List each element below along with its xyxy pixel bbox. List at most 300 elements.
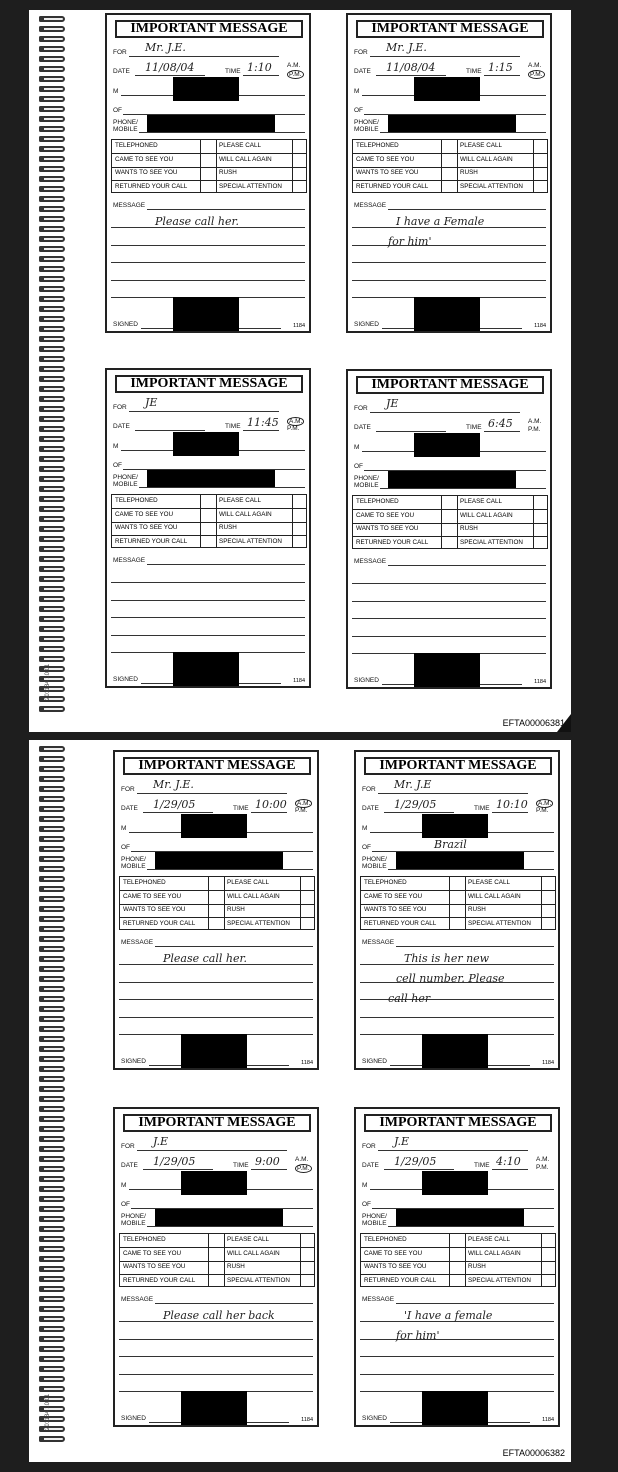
am-label: A.M. [289,418,303,425]
phone-message-slip [113,750,319,1070]
for-label: FOR [362,1143,376,1150]
message-line [119,1339,313,1340]
recipient-handwriting: JE [145,396,158,409]
spiral-ring [39,856,65,862]
spiral-ring [39,1286,65,1292]
checkbox-label: PLEASE CALL [219,142,262,149]
checkbox-label: TELEPHONED [364,1236,407,1243]
spiral-ring [39,446,65,452]
spiral-ring [39,866,65,872]
checkbox-label: WANTS TO SEE YOU [364,906,427,913]
phone-message-slip [354,750,560,1070]
pm-label: P.M. [536,1164,549,1171]
checkbox-label: TELEPHONED [364,879,407,886]
page-fold-corner [557,714,571,732]
phone-message-slip [346,369,552,689]
spiral-ring [39,536,65,542]
message-line [111,280,305,281]
recipient-handwriting: J.E [153,1135,169,1148]
spiral-ring [39,296,65,302]
spiral-ring [39,1086,65,1092]
spiral-form-code: 201184 10/01 [45,1393,51,1430]
spiral-ring [39,1366,65,1372]
redaction-box [414,653,480,687]
checkbox-row [353,523,547,537]
phone-label: PHONE/ [354,475,379,482]
am-label: A.M. [528,418,542,425]
message-line [119,982,313,983]
form-number: 1184 [301,1417,313,1423]
mobile-label: MOBILE [362,863,387,870]
redaction-box [181,814,247,838]
recipient-handwriting: JE [386,397,399,410]
phone-message-slip [105,13,311,333]
phone-line [388,1226,554,1227]
spiral-form-code: 201184 10/01 [45,663,51,700]
checkbox-row [353,167,547,181]
checkbox-label: RUSH [219,524,237,531]
checkbox-label: TELEPHONED [115,142,158,149]
phone-line [139,487,305,488]
phone-line [147,869,313,870]
message-line [155,946,313,947]
phone-line [380,132,546,133]
caller-label: M [113,443,119,450]
status-checkbox-table [119,876,315,930]
checkbox-label: TELEPHONED [123,1236,166,1243]
time-line [251,1169,287,1170]
redaction-box [155,852,283,869]
spiral-ring [39,806,65,812]
spiral-ring [39,256,65,262]
message-label: MESSAGE [113,202,146,209]
checkbox-label: SPECIAL ATTENTION [468,919,531,927]
of-label: OF [121,844,131,851]
pm-label: P.M. [297,1165,310,1172]
message-line [396,946,554,947]
message-line [111,617,305,618]
company-handwriting: Brazil [434,838,467,851]
checkbox-label: WANTS TO SEE YOU [115,524,178,531]
checkbox-label: SPECIAL ATTENTION [227,1276,290,1284]
spiral-ring [39,1056,65,1062]
spiral-binding [29,740,75,1462]
message-handwriting: for him' [396,1329,440,1342]
spiral-ring [39,566,65,572]
checkbox-label: WILL CALL AGAIN [219,155,272,163]
spiral-ring [39,986,65,992]
date-handwriting: 1/29/05 [153,798,196,811]
date-label: DATE [121,1162,138,1169]
spiral-ring [39,606,65,612]
spiral-ring [39,616,65,622]
date-line [143,1169,213,1170]
pm-label: P.M. [289,71,302,78]
mobile-label: MOBILE [121,1220,146,1227]
signed-label: SIGNED [113,321,138,328]
form-number: 1184 [542,1417,554,1423]
checkbox-label: SPECIAL ATTENTION [460,182,523,190]
spiral-ring [39,466,65,472]
message-label: MESSAGE [362,1296,395,1303]
spiral-ring [39,56,65,62]
spiral-ring [39,316,65,322]
spiral-ring [39,226,65,232]
scanned-page-2 [29,740,571,1462]
checkbox-label: RETURNED YOUR CALL [115,537,188,545]
time-handwriting: 6:45 [488,417,513,430]
spiral-ring [39,956,65,962]
message-line [147,564,305,565]
phone-label: PHONE/ [362,856,387,863]
redaction-box [173,297,239,331]
message-line [388,565,546,566]
mobile-label: MOBILE [121,863,146,870]
redaction-box [173,77,239,101]
message-line [352,601,546,602]
form-number: 1184 [293,678,305,684]
for-line [370,56,520,57]
message-line [360,1374,554,1375]
date-handwriting: 1/29/05 [153,1155,196,1168]
document-id: EFTA00006382 [502,1448,565,1458]
checkbox-label: WILL CALL AGAIN [219,510,272,518]
caller-label: M [354,88,360,95]
message-line [360,1017,554,1018]
spiral-ring [39,1426,65,1432]
spiral-ring [39,66,65,72]
checkbox-row [112,181,306,194]
time-label: TIME [233,1162,249,1169]
spiral-ring [39,246,65,252]
spiral-ring [39,216,65,222]
caller-label: M [354,444,360,451]
message-handwriting: I have a Female [396,215,485,228]
spiral-ring [39,596,65,602]
message-line [352,618,546,619]
checkbox-label: TELEPHONED [115,497,158,504]
spiral-ring [39,106,65,112]
spiral-ring [39,876,65,882]
spiral-ring [39,186,65,192]
message-handwriting: Please call her. [163,952,248,965]
message-label: MESSAGE [113,557,146,564]
spiral-ring [39,456,65,462]
redaction-box [414,77,480,101]
spiral-ring [39,496,65,502]
spiral-ring [39,996,65,1002]
time-handwriting: 10:10 [496,798,528,811]
caller-label: M [362,1182,368,1189]
time-handwriting: 1:10 [247,61,272,74]
spiral-ring [39,746,65,752]
time-label: TIME [474,1162,490,1169]
redaction-box [173,432,239,456]
of-label: OF [113,107,123,114]
spiral-ring [39,1006,65,1012]
spiral-ring [39,386,65,392]
checkbox-label: SPECIAL ATTENTION [468,1276,531,1284]
date-handwriting: 11/08/04 [386,61,436,74]
spiral-ring [39,656,65,662]
checkbox-label: PLEASE CALL [460,498,503,505]
date-handwriting: 11/08/04 [145,61,195,74]
message-line [119,1374,313,1375]
signed-label: SIGNED [113,676,138,683]
spiral-ring [39,396,65,402]
date-line [376,75,446,76]
date-handwriting: 1/29/05 [394,798,437,811]
recipient-handwriting: Mr. J.E. [386,41,427,54]
spiral-ring [39,1046,65,1052]
memo-title: IMPORTANT MESSAGE [364,757,552,775]
date-line [135,75,205,76]
spiral-ring [39,626,65,632]
checkbox-row [353,496,547,510]
redaction-box [414,433,480,457]
signed-label: SIGNED [121,1415,146,1422]
am-label: A.M. [538,800,552,807]
message-line [360,1356,554,1357]
phone-label: PHONE/ [121,1213,146,1220]
for-label: FOR [362,786,376,793]
spiral-ring [39,176,65,182]
message-line [111,262,305,263]
spiral-ring [39,1106,65,1112]
spiral-ring [39,1376,65,1382]
redaction-box [388,471,516,488]
for-line [137,793,287,794]
spiral-ring [39,676,65,682]
for-line [378,1150,528,1151]
message-line [111,245,305,246]
spiral-ring [39,86,65,92]
spiral-ring [39,136,65,142]
date-label: DATE [354,424,371,431]
checkbox-row [112,140,306,154]
spiral-ring [39,946,65,952]
checkbox-row [353,510,547,524]
spiral-ring [39,706,65,712]
spiral-ring [39,506,65,512]
spiral-ring [39,266,65,272]
of-label: OF [354,107,364,114]
of-label: OF [362,844,372,851]
redaction-box [422,814,488,838]
spiral-ring [39,846,65,852]
checkbox-row [120,1248,314,1262]
signed-label: SIGNED [354,677,379,684]
spiral-ring [39,1406,65,1412]
message-label: MESSAGE [354,558,387,565]
for-line [129,411,279,412]
time-line [492,812,528,813]
checkbox-row [361,918,555,931]
for-label: FOR [121,786,135,793]
spiral-ring [39,756,65,762]
recipient-handwriting: J.E [394,1135,410,1148]
spiral-ring [39,276,65,282]
spiral-ring [39,576,65,582]
message-label: MESSAGE [354,202,387,209]
form-number: 1184 [534,679,546,685]
spiral-ring [39,236,65,242]
message-line [111,582,305,583]
spiral-ring [39,1036,65,1042]
spiral-ring [39,776,65,782]
spiral-ring [39,836,65,842]
checkbox-label: RUSH [460,169,478,176]
for-line [137,1150,287,1151]
caller-label: M [362,825,368,832]
spiral-ring [39,1296,65,1302]
checkbox-label: RUSH [227,906,245,913]
date-handwriting: 1/29/05 [394,1155,437,1168]
of-label: OF [113,462,123,469]
message-line [119,1017,313,1018]
message-line [388,209,546,210]
spiral-ring [39,1136,65,1142]
redaction-box [396,1209,524,1226]
checkbox-label: PLEASE CALL [227,879,270,886]
spiral-ring [39,936,65,942]
spiral-ring [39,476,65,482]
caller-label: M [121,1182,127,1189]
time-line [243,75,279,76]
checkbox-label: CAME TO SEE YOU [356,155,415,163]
checkbox-label: SPECIAL ATTENTION [460,538,523,546]
form-number: 1184 [542,1060,554,1066]
checkbox-label: WILL CALL AGAIN [227,892,280,900]
am-label: A.M. [295,1156,309,1163]
checkbox-label: RUSH [460,525,478,532]
spiral-ring [39,286,65,292]
checkbox-label: CAME TO SEE YOU [123,1249,182,1257]
spiral-ring [39,76,65,82]
redaction-box [147,470,275,487]
message-line [119,999,313,1000]
checkbox-label: WANTS TO SEE YOU [356,169,419,176]
spiral-ring [39,896,65,902]
checkbox-row [353,140,547,154]
spiral-ring [39,406,65,412]
message-handwriting: Please call her back [163,1309,275,1322]
checkbox-label: CAME TO SEE YOU [356,511,415,519]
message-line [155,1303,313,1304]
for-line [378,793,528,794]
checkbox-row [361,1234,555,1248]
redaction-box [422,1391,488,1425]
spiral-ring [39,516,65,522]
checkbox-label: PLEASE CALL [219,497,262,504]
checkbox-label: RETURNED YOUR CALL [123,919,196,927]
spiral-ring [39,826,65,832]
time-handwriting: 1:15 [488,61,513,74]
memo-title: IMPORTANT MESSAGE [123,1114,311,1132]
caller-label: M [121,825,127,832]
checkbox-label: RETURNED YOUR CALL [364,919,437,927]
time-line [251,812,287,813]
status-checkbox-table [352,495,548,549]
checkbox-row [120,1234,314,1248]
spiral-ring [39,906,65,912]
checkbox-label: CAME TO SEE YOU [123,892,182,900]
message-handwriting: 'I have a female [404,1309,493,1322]
spiral-ring [39,146,65,152]
document-id: EFTA00006381 [502,718,565,728]
spiral-ring [39,366,65,372]
time-line [484,75,520,76]
spiral-ring [39,816,65,822]
spiral-ring [39,796,65,802]
phone-label: PHONE/ [354,119,379,126]
pm-label: P.M. [295,807,308,814]
spiral-ring [39,976,65,982]
spiral-ring [39,646,65,652]
message-line [352,280,546,281]
am-label: A.M. [528,62,542,69]
spiral-ring [39,376,65,382]
message-handwriting: Please call her. [155,215,240,228]
date-line [143,812,213,813]
recipient-handwriting: Mr. J.E [394,778,432,791]
redaction-box [147,115,275,132]
time-line [243,430,279,431]
message-line [396,1303,554,1304]
memo-title: IMPORTANT MESSAGE [115,20,303,38]
checkbox-row [361,1275,555,1288]
checkbox-label: WANTS TO SEE YOU [123,1263,186,1270]
spiral-ring [39,916,65,922]
checkbox-label: WILL CALL AGAIN [460,155,513,163]
signed-label: SIGNED [354,321,379,328]
spiral-ring [39,686,65,692]
checkbox-label: WILL CALL AGAIN [468,892,521,900]
checkbox-label: TELEPHONED [123,879,166,886]
message-line [352,262,546,263]
time-line [492,1169,528,1170]
redaction-box [181,1391,247,1425]
time-handwriting: 9:00 [255,1155,280,1168]
spiral-ring [39,96,65,102]
checkbox-row [353,154,547,168]
time-handwriting: 10:00 [255,798,287,811]
for-label: FOR [113,404,127,411]
spiral-ring [39,1156,65,1162]
of-label: OF [121,1201,131,1208]
checkbox-row [112,167,306,181]
checkbox-label: PLEASE CALL [468,879,511,886]
checkbox-row [112,495,306,509]
mobile-label: MOBILE [354,482,379,489]
redaction-box [422,1171,488,1195]
spiral-ring [39,1216,65,1222]
spiral-ring [39,426,65,432]
recipient-handwriting: Mr. J.E. [153,778,194,791]
spiral-ring [39,636,65,642]
checkbox-label: RETURNED YOUR CALL [356,182,429,190]
checkbox-label: RETURNED YOUR CALL [356,538,429,546]
status-checkbox-table [352,139,548,193]
spiral-ring [39,666,65,672]
message-line [147,209,305,210]
status-checkbox-table [119,1233,315,1287]
for-label: FOR [354,405,368,412]
checkbox-label: RUSH [227,1263,245,1270]
memo-title: IMPORTANT MESSAGE [123,757,311,775]
checkbox-row [353,181,547,194]
redaction-box [422,1034,488,1068]
